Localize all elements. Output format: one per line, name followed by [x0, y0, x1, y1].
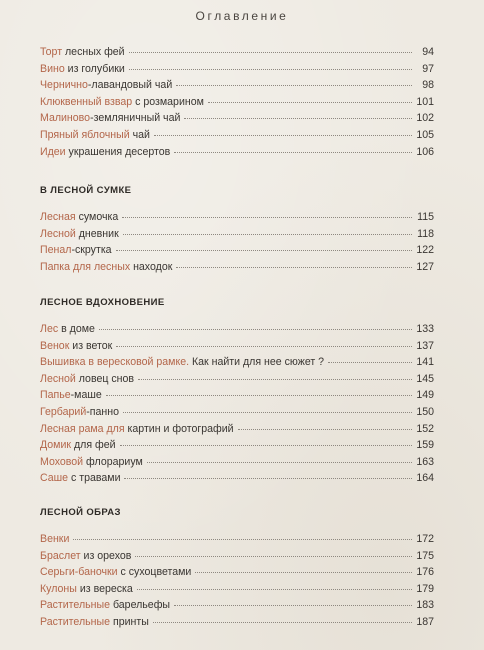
toc-entry-text: -маше [70, 389, 102, 402]
toc-entry-accent-text: Лес [40, 323, 59, 335]
toc-entry-text: с розмарином [132, 95, 204, 108]
dot-leader [123, 234, 412, 235]
toc-entry-text: в доме [58, 323, 95, 335]
toc-page-number: 172 [416, 533, 434, 545]
toc-entry[interactable] [40, 439, 434, 456]
toc-entry-accent-text: Кулоны [40, 582, 77, 595]
toc-entry-label [40, 456, 143, 468]
toc-entry-accent-text: Домик [40, 439, 72, 452]
toc-entry-label [40, 146, 170, 158]
toc-entry-text: из орехов [80, 549, 132, 562]
toc-page-number: 101 [416, 95, 434, 108]
toc-entry-accent-text: Венок [40, 339, 70, 352]
section-heading: ЛЕСНОЕ ВДОХНОВЕНИЕ [40, 297, 165, 308]
toc-page-number: 183 [416, 599, 434, 612]
toc-entry[interactable] [40, 472, 434, 489]
dot-leader [147, 462, 412, 463]
dot-leader [135, 556, 412, 557]
toc-entry-text: находок [130, 260, 173, 273]
toc-entry-accent-text: Лесная [40, 211, 76, 223]
toc-entry-accent-text: Пряный яблочный [40, 128, 130, 141]
toc-entry-accent-text: Лесной [40, 227, 76, 240]
toc-section-desserts [40, 46, 434, 162]
toc-entry[interactable] [40, 323, 434, 340]
toc-entry-text: сумочка [75, 211, 119, 223]
toc-entry[interactable] [40, 46, 434, 63]
toc-entry-text: ловец снов [75, 372, 135, 385]
toc-page-number: 106 [416, 145, 434, 158]
toc-entry-text: принты [110, 615, 149, 628]
toc-page-number: 149 [416, 389, 434, 402]
toc-page-number: 98 [422, 79, 434, 92]
toc-entry-label [40, 406, 119, 418]
toc-entry[interactable] [40, 96, 434, 113]
dot-leader [99, 329, 412, 330]
toc-entry-label [40, 472, 120, 484]
toc-entry-label [40, 340, 112, 352]
toc-entry-text: барельефы [110, 599, 171, 612]
toc-page-number: 175 [416, 549, 434, 562]
dot-leader [129, 69, 412, 70]
toc-page-number: 145 [416, 372, 434, 385]
toc-entry[interactable] [40, 356, 434, 373]
toc-entry[interactable] [40, 583, 434, 600]
toc-entry-text: чай [129, 128, 150, 141]
dot-leader [106, 395, 412, 396]
toc-entry[interactable] [40, 533, 434, 550]
toc-entry-label [40, 211, 118, 223]
dot-leader [120, 445, 412, 446]
toc-entry[interactable] [40, 244, 434, 261]
toc-entry-accent-text: Венки [40, 533, 70, 545]
toc-entry[interactable] [40, 340, 434, 357]
toc-entry-accent-text: Пенал [40, 244, 72, 257]
toc-entry-text: -лавандовый чай [87, 79, 173, 92]
toc-page-number: 115 [417, 211, 434, 223]
toc-entry-accent-text: Серьги-баночки [40, 566, 118, 579]
toc-entry-label [40, 550, 131, 562]
toc-page-number: 97 [422, 62, 434, 75]
toc-entry-label [40, 373, 134, 385]
dot-leader [174, 605, 412, 606]
toc-entry[interactable] [40, 211, 434, 228]
toc-entry[interactable] [40, 406, 434, 423]
toc-page-number: 102 [416, 112, 434, 125]
toc-page-number: 105 [416, 128, 434, 141]
toc-page-number: 159 [416, 439, 434, 452]
toc-entry-label [40, 389, 102, 401]
toc-page-number: 94 [422, 46, 434, 58]
toc-entry-label [40, 439, 116, 451]
dot-leader [154, 135, 412, 136]
toc-entry-accent-text: Растительные [40, 615, 111, 628]
toc-entry-text: с сухоцветами [117, 566, 192, 579]
dot-leader [116, 250, 412, 251]
dot-leader [176, 85, 412, 86]
toc-entry[interactable] [40, 146, 434, 163]
toc-entry-label [40, 63, 125, 75]
toc-page-number: 187 [416, 615, 434, 628]
toc-entry-accent-text: Идеи [40, 145, 66, 158]
toc-entry[interactable] [40, 616, 434, 633]
toc-entry[interactable] [40, 423, 434, 440]
section-heading: В ЛЕСНОЙ СУМКЕ [40, 185, 132, 196]
dot-leader [122, 217, 412, 218]
toc-entry-label [40, 533, 69, 545]
dot-leader [124, 478, 412, 479]
toc-entry-accent-text: Клюквенный взвар [40, 95, 133, 108]
toc-entry-accent-text: Вино [40, 62, 65, 75]
toc-entry-accent-text: Гербарий [40, 405, 87, 418]
toc-entry-text: с травами [68, 472, 121, 485]
toc-entry-label [40, 616, 149, 628]
toc-entry[interactable] [40, 63, 434, 80]
toc-entry-label [40, 96, 204, 108]
toc-page-number: 150 [416, 405, 434, 418]
toc-page-number: 141 [416, 356, 434, 369]
toc-section-forest-inspiration [40, 297, 434, 489]
toc-entry[interactable] [40, 228, 434, 245]
toc-entry[interactable] [40, 566, 434, 583]
dot-leader [137, 589, 412, 590]
section-heading: ЛЕСНОЙ ОБРАЗ [40, 507, 121, 518]
toc-entry[interactable] [40, 373, 434, 390]
toc-entry-accent-text: Растительные [40, 599, 111, 612]
toc-entry-text: Как найти для нее сюжет ? [189, 356, 325, 369]
toc-page-number: 163 [416, 455, 434, 468]
toc-entry-label [40, 46, 125, 58]
toc-section-forest-bag [40, 185, 434, 277]
toc-entry[interactable] [40, 129, 434, 146]
toc-entry[interactable] [40, 261, 434, 278]
dot-leader [176, 267, 412, 268]
toc-page-number: 118 [417, 227, 434, 240]
toc-page-number: 137 [416, 339, 434, 352]
toc-entry-text: из веток [69, 339, 113, 352]
toc-entry[interactable] [40, 599, 434, 616]
toc-entry-text: из вереска [76, 582, 133, 595]
toc-entry-accent-text: Папка для лесных [40, 260, 131, 273]
toc-section-forest-look [40, 507, 434, 633]
toc-entry-label [40, 356, 324, 368]
toc-entry-accent-text: Вышивка в вересковой рамке. [40, 356, 190, 369]
dot-leader [328, 362, 412, 363]
dot-leader [129, 52, 412, 53]
toc-entry-accent-text: Торт [40, 46, 63, 58]
dot-leader [174, 152, 412, 153]
toc-entry-label [40, 323, 95, 335]
dot-leader [123, 412, 412, 413]
toc-entry[interactable] [40, 456, 434, 473]
toc-entry-accent-text: Лесной [40, 372, 76, 385]
toc-entry-label [40, 129, 150, 141]
toc-entry-accent-text: Лесная рама для [40, 422, 125, 435]
toc-entry-text: картин и фотографий [124, 422, 234, 435]
page-title: Оглавление [195, 9, 289, 23]
toc-entry-text: лесных фей [62, 46, 125, 58]
toc-entry-label [40, 228, 119, 240]
toc-entry-text: -земляничный чай [90, 112, 181, 125]
dot-leader [184, 118, 412, 119]
toc-entry-text: -скрутка [71, 244, 112, 257]
toc-entry-label [40, 261, 172, 273]
toc-entry-accent-text: Саше [40, 472, 69, 485]
toc-entry-label [40, 599, 170, 611]
toc-entry-accent-text: Малиново [40, 112, 91, 125]
toc-entry-text: -панно [86, 405, 120, 418]
toc-entry-label [40, 583, 133, 595]
dot-leader [116, 346, 412, 347]
toc-entry-text: украшения десертов [65, 145, 171, 158]
toc-entry-accent-text: Чернично [40, 79, 88, 92]
toc-entry-accent-text: Браслет [40, 549, 81, 562]
dot-leader [73, 539, 412, 540]
dot-leader [138, 379, 412, 380]
toc-page-number: 122 [416, 244, 434, 257]
toc-entry[interactable] [40, 389, 434, 406]
toc-entry-accent-text: Папье [40, 389, 71, 402]
toc-entry-label [40, 566, 191, 578]
dot-leader [208, 102, 412, 103]
toc-entry[interactable] [40, 550, 434, 567]
toc-entry-label [40, 79, 172, 91]
toc-page-number: 127 [416, 260, 434, 273]
toc-page-number: 133 [416, 323, 434, 335]
dot-leader [238, 429, 412, 430]
toc-entry-label [40, 423, 234, 435]
dot-leader [153, 622, 412, 623]
toc-page-number: 164 [416, 472, 434, 485]
toc-entry-label [40, 112, 180, 124]
toc-entry-text: из голубики [64, 62, 125, 75]
toc-entry[interactable] [40, 112, 434, 129]
toc-entry-label [40, 244, 112, 256]
toc-entry-text: флорариум [83, 455, 143, 468]
dot-leader [195, 572, 412, 573]
toc-entry-text: для фей [71, 439, 116, 452]
toc-page-number: 179 [416, 582, 434, 595]
toc-entry-accent-text: Моховой [40, 455, 84, 468]
toc-page-number: 176 [416, 566, 434, 579]
toc-page-number: 152 [416, 422, 434, 435]
toc-entry[interactable] [40, 79, 434, 96]
toc-entry-text: дневник [75, 227, 119, 240]
